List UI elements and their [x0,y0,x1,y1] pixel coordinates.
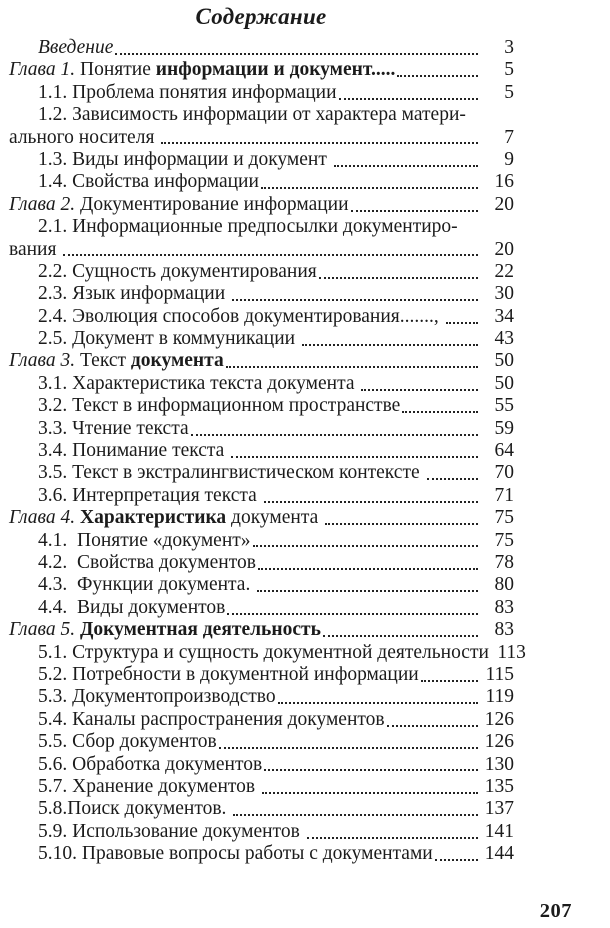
dot-leader [387,725,478,727]
toc-entry-line [9,798,514,820]
dot-leader [397,75,478,77]
toc-entry-line [9,261,514,283]
toc-text-segment: 5.2. Потребности в документной информации [38,663,419,685]
toc-text-segment: 3.4. Понимание текста [38,440,230,462]
toc-entry-text [38,776,260,798]
dot-leader [257,590,478,592]
toc-entry-page: 5 [504,81,514,103]
toc-text-segment: 3.6. Интерпретация текста [38,484,262,506]
toc-text-segment: 5.3. Документопроизводство [38,686,276,708]
toc-text-segment: Текст [75,350,131,372]
toc-entry-text [9,194,349,216]
toc-entry-text [38,306,444,328]
toc-entry-text [38,283,230,305]
toc-text-segment: Глава 3. [9,350,76,372]
toc-text-segment: 5.9. Использование документов [38,820,305,842]
toc-entry-line [9,686,514,708]
dot-leader [264,501,478,503]
toc-text-segment: 2.4. Эволюция способов документирования......., [38,305,444,327]
toc-text-segment: документа [226,507,324,529]
dot-leader [323,635,478,637]
dot-leader [319,277,478,279]
toc-text-segment: 5.7. Хранение документов [38,775,260,797]
toc-entry-line [9,239,514,261]
toc-text-segment: 5.1. Структура и сущность документной деятельности [38,641,489,663]
toc-entry-page: 83 [494,596,514,618]
toc-text-segment: 1.4. Свойства информации [38,171,259,193]
dot-leader [435,859,478,861]
toc-entry-page: 80 [494,574,514,596]
toc-entry-page: 50 [494,350,514,372]
toc-text-segment: Введение [38,37,114,58]
toc-entry-line [9,59,514,81]
toc-entry-text [38,216,458,238]
toc-entry-text [38,664,419,686]
toc-entry-page: 30 [494,283,514,305]
toc-text-segment: 5.5. Сбор документов [38,731,217,753]
toc-entry-line [9,104,514,126]
toc-entry-line [9,350,514,372]
toc-entry-text [38,821,305,843]
toc-entry-text [9,127,159,149]
toc-entry-page: 113 [497,641,526,663]
toc-text-segment: 3.1. Характеристика текста документа [38,372,360,394]
dot-leader [262,792,478,794]
toc-text-segment: Глава 4. [9,507,76,529]
dot-leader [307,837,478,839]
folio-page-number: 207 [539,900,572,922]
toc-entry-text [9,350,224,372]
toc-entry-text [9,239,61,261]
toc-entry-page: 9 [504,148,514,170]
toc-entry-page: 71 [494,484,514,506]
toc-entry-page: 20 [494,193,514,215]
toc-entry-text [38,530,251,552]
toc-entry-page: 20 [494,238,514,260]
dot-leader [325,523,478,525]
toc-entry-line [9,754,514,776]
toc-entry-page: 70 [494,462,514,484]
toc-text-segment: 3.5. Текст в экстралингвистическом контексте [38,462,425,484]
toc-entry-line [9,127,514,149]
dot-leader [258,568,478,570]
toc-entry-text [38,261,317,283]
dot-leader [232,299,478,301]
toc-entry-text [38,171,259,193]
toc-entry-line [9,82,514,104]
toc-entry-page: 43 [494,328,514,350]
toc-entry-line [9,574,514,596]
toc-entry-page: 126 [484,708,514,730]
toc-entry-text [9,619,321,641]
toc-text-segment: Документная деятельность [80,619,321,641]
toc-entry-line [9,507,514,529]
dot-leader [226,366,478,368]
toc-text-segment: 2.3. Язык информации [38,283,231,305]
toc-entry-text [38,395,400,417]
toc-entry-page: 64 [494,440,514,462]
dot-leader [446,322,478,324]
toc-entry-text [38,597,225,619]
dot-leader [264,769,478,771]
dot-leader [63,254,478,256]
toc-text-segment: 2.1. Информационные предпосылки документиро- [38,216,458,238]
toc-entry-line [9,194,514,216]
toc-entry-line [9,283,514,305]
dot-leader [427,478,479,480]
toc-entry-page: 5 [504,59,514,81]
toc-text-segment: 3.3. Чтение текста [38,417,189,439]
toc-text-segment: Понятие [75,59,156,81]
toc-entry-text [38,373,359,395]
toc-entry-line [9,216,514,238]
toc-entry-text [38,574,255,596]
toc-text-segment: 5.8.Поиск документов. [38,798,232,820]
toc-entry-text [38,798,231,820]
toc-entry-page: 50 [494,372,514,394]
toc-entry-text [38,418,189,440]
toc-entry-line [9,373,514,395]
toc-entry-line [9,641,526,664]
dot-leader [231,456,478,458]
toc-entry-text [38,686,276,708]
toc-text-segment: 5.4. Каналы распространения документов [38,708,385,730]
toc-text-segment: 2.2. Сущность документирования [38,260,317,282]
toc-text-segment: Глава 5. [9,619,76,641]
toc-entry-page: 75 [494,529,514,551]
dot-leader [278,702,478,704]
toc-entry-page: 83 [494,619,514,641]
toc-entry-line [9,597,514,619]
toc-entry-text [38,552,256,574]
toc-entry-line [9,731,514,753]
toc-text-segment: информации и документ..... [155,59,396,81]
toc-text-segment: 2.5. Документ в коммуникации [38,328,300,350]
toc-entry-text [38,709,385,731]
toc-text-segment: Характеристика [80,507,227,529]
toc-entry-line [9,395,514,417]
toc-entry-line [9,709,514,731]
toc-text-segment: 1.2. Зависимость информации от характера матери- [38,104,466,126]
toc-text-segment: Документирование информации [75,193,349,215]
toc-entry-line [9,328,514,350]
toc-entry-page: 130 [484,753,514,775]
toc-entry-text [38,37,113,59]
toc-entry-page: 7 [504,126,514,148]
toc-list [9,37,526,865]
toc-entry-line [9,149,514,171]
toc-entry-line [9,776,514,798]
toc-entry-text [38,82,337,104]
toc-entry-line [9,530,514,552]
dot-leader [351,210,478,212]
toc-text-segment: ального носителя [9,126,160,148]
toc-text-segment: 4.1. Понятие «документ» [38,529,251,551]
toc-text-segment: документа [130,350,224,372]
toc-entry-line [9,552,514,574]
toc-text-segment: Глава 1. [9,59,76,81]
toc-text-segment: 3.2. Текст в информационном пространстве [38,395,401,417]
dot-leader [361,389,478,391]
toc-entry-text [38,462,425,484]
dot-leader [161,142,478,144]
toc-entry-line [9,821,514,843]
page-title: Содержание [195,4,327,29]
dot-leader [402,411,478,413]
toc-text-segment: 4.3. Функции документа. [38,574,256,596]
toc-entry-text [9,507,323,529]
toc-entry-line [9,440,514,462]
dot-leader [261,187,478,189]
toc-entry-page: 119 [485,686,514,708]
toc-entry-text [38,485,262,507]
toc-text-segment: 4.4. Виды документов [38,596,226,618]
toc-entry-text [38,642,489,664]
toc-entry-text [38,754,262,776]
toc-entry-page: 144 [484,843,514,865]
dot-leader [227,613,478,615]
toc-text-segment: 1.3. Виды информации и документ [38,148,332,170]
toc-entry-page: 3 [504,37,514,58]
toc-entry-line [9,485,514,507]
toc-entry-line [9,619,514,641]
toc-entry-page: 55 [494,395,514,417]
toc-entry-line [9,306,514,328]
toc-entry-page: 135 [484,775,514,797]
toc-text-segment: 5.6. Обработка документов [38,753,263,775]
toc-entry-text [38,328,300,350]
toc-entry-line [9,462,514,484]
toc-entry-page: 141 [484,820,514,842]
toc-entry-text [38,440,229,462]
toc-entry-text [38,149,332,171]
toc-entry-text [38,104,466,126]
toc-entry-page: 137 [484,798,514,820]
toc-entry-page: 22 [494,260,514,282]
dot-leader [219,747,478,749]
dot-leader [339,98,478,100]
toc-entry-line [9,37,514,59]
toc-entry-page: 16 [494,171,514,193]
toc-text-segment: 1.1. Проблема понятия информации [38,81,337,103]
toc-entry-text [9,59,395,81]
dot-leader [421,680,478,682]
toc-entry-page: 75 [494,507,514,529]
toc-text-segment: Глава 2. [9,193,76,215]
toc-entry-line [9,843,514,865]
toc-entry-text [38,731,217,753]
toc-text-segment: вания [9,238,62,260]
toc-entry-page: 59 [494,417,514,439]
dot-leader [115,53,478,55]
dot-leader [233,814,478,816]
toc-entry-line [9,418,514,440]
toc-text-segment: 4.2. Свойства документов [38,551,256,573]
dot-leader [191,434,478,436]
toc-entry-page: 115 [485,663,514,685]
dot-leader [334,165,478,167]
dot-leader [253,545,478,547]
dot-leader [302,344,478,346]
toc-entry-page: 78 [494,551,514,573]
toc-entry-line [9,171,514,193]
toc-text-segment: 5.10. Правовые вопросы работы с документами [38,843,433,865]
toc-entry-page: 126 [484,731,514,753]
toc-entry-page: 34 [494,305,514,327]
toc-entry-text [38,843,433,865]
toc-entry-line [9,664,514,686]
